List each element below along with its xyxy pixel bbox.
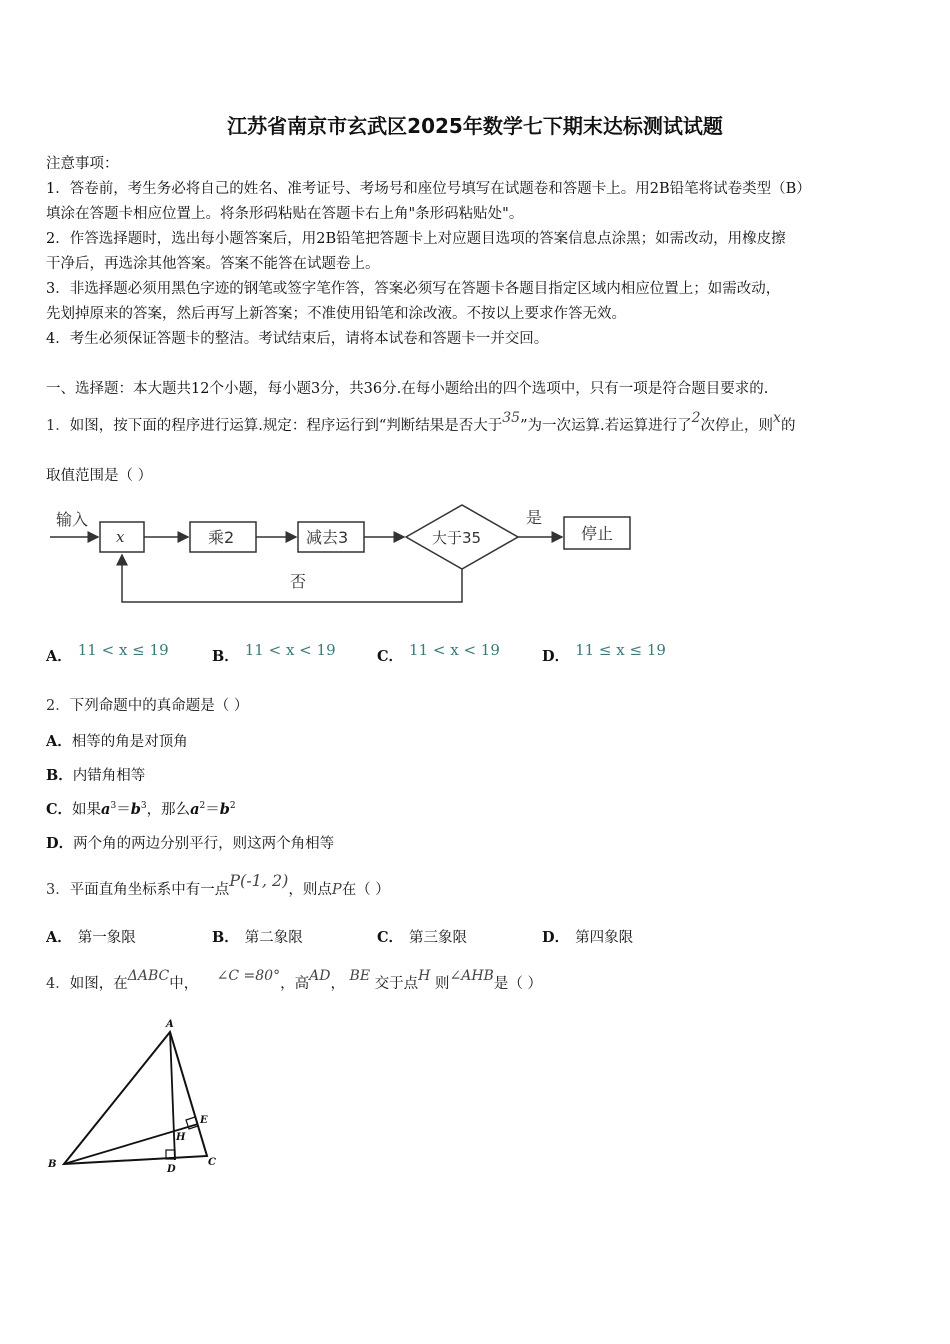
q1-option-b-math: 11 < x < 19 (244, 641, 336, 659)
q2-option-b-text: 内错角相等 (72, 768, 146, 784)
q1-option-c-math: 11 < x < 19 (409, 641, 500, 659)
q3-option-b-label: B． (212, 929, 239, 946)
q3-option-c[interactable] (377, 926, 467, 947)
q4-text-b: 中， (169, 976, 199, 992)
q3-option-a-text: 第一象限 (77, 930, 136, 946)
q4-text-e: 交于点 (374, 976, 419, 992)
q3-option-a[interactable] (46, 926, 136, 947)
question-2-number: 2． (46, 698, 70, 714)
page-title: 江苏省南京市玄武区2025年数学七下期末达标测试试题 (227, 114, 723, 138)
q2-option-c[interactable]: C．如果$a^3=b^3$，那么$a^2=b^2$ (46, 801, 236, 818)
q3-option-c-label: C． (377, 929, 404, 946)
q3-option-b[interactable] (212, 926, 303, 947)
q3-option-d-label: D． (542, 929, 570, 946)
q1-text-b: ”为一次运算.若运算进行了 (520, 418, 692, 434)
q2-option-a-text: 相等的角是对顶角 (71, 734, 188, 750)
flow-yes-label: 是 (526, 508, 543, 527)
question-1-line-1 (46, 410, 796, 435)
q2-option-b-label: B． (46, 767, 73, 784)
q2-option-d[interactable] (46, 832, 334, 853)
q1-option-d-math: 11 ≤ x ≤ 19 (575, 641, 666, 659)
triangle-figure (40, 1010, 240, 1180)
question-3-number: 3． (46, 882, 70, 898)
q1-text-d: 的 (780, 418, 796, 434)
notes-line-2: 填涂在答题卡相应位置上。将条形码粘贴在答题卡右上角"条形码粘贴处"。 (46, 206, 524, 222)
q2-option-d-text: 两个角的两边分别平行，则这两个角相等 (73, 836, 335, 852)
q3-math-p: P (331, 882, 342, 898)
q4-math-triangle: ΔABC (127, 968, 170, 984)
notes-line-6: 先划掉原来的答案，然后再写上新答案；不准使用铅笔和涂改液。不按以上要求作答无效。 (46, 306, 626, 322)
label-h: H (176, 1132, 186, 1143)
q2-option-c-pre: 如果 (72, 802, 102, 818)
q2-option-a-label: A． (46, 733, 72, 750)
notes-line-1: 1．答卷前，考生务必将自己的姓名、准考证号、考场号和座位号填写在试题卷和答题卡上。用2B铅笔将试卷类型（B） (46, 181, 811, 197)
q1-option-a-label: A． (46, 648, 72, 665)
q3-text-c: 在（ ） (341, 882, 390, 898)
label-b: B (48, 1159, 57, 1170)
q1-option-a[interactable] (46, 641, 169, 666)
question-4-number: 4． (46, 976, 70, 992)
q1-math-35: 35 (502, 410, 521, 426)
q1-option-d[interactable] (542, 641, 666, 666)
section-heading: 一、选择题：本大题共12个小题，每小题3分，共36分.在每小题给出的四个选项中，只有一项是符合题目要求的. (46, 381, 769, 397)
flow-box-x-text: x (116, 528, 125, 546)
q3-option-d-text: 第四象限 (575, 930, 634, 946)
flow-box-multiply-text: 乘2 (208, 528, 235, 547)
q4-text-a: 如图，在 (69, 976, 128, 992)
flow-diamond-text: 大于35 (432, 529, 482, 547)
q1-math-x: x (773, 410, 781, 426)
q2-option-a[interactable] (46, 730, 188, 751)
q3-option-d[interactable] (542, 926, 633, 947)
q3-text-b: ，则点 (288, 882, 332, 898)
q2-option-c-mid: ，那么 (146, 802, 191, 818)
triangle-abc (64, 1032, 207, 1164)
question-1-line-2: 取值范围是（ ） (46, 468, 153, 484)
flow-no-label: 否 (290, 572, 307, 591)
q2-option-d-label: D． (46, 835, 74, 852)
q3-math-point: P(-1, 2) (229, 871, 289, 890)
q3-text-a: 平面直角坐标系中有一点 (69, 882, 230, 898)
notes-line-7: 4．考生必须保证答题卡的整洁。考试结束后，请将本试卷和答题卡一并交回。 (46, 331, 549, 347)
notes-line-5: 3．非选择题必须用黑色字迹的钢笔或签字笔作答，答案必须写在答题卡各题目指定区域内相应位置上；如需改动， (46, 281, 781, 297)
q4-text-g: 是（ ） (493, 976, 542, 992)
q1-option-d-label: D． (542, 648, 570, 665)
q1-option-a-math: 11 < x ≤ 19 (77, 641, 169, 659)
notes-heading: 注意事项： (46, 156, 119, 172)
label-e: E (200, 1115, 208, 1126)
q1-option-c[interactable] (377, 641, 500, 666)
q4-math-be: BE (349, 968, 371, 984)
altitude-ad (170, 1032, 175, 1160)
q4-math-angle-c: ∠C =80° (216, 968, 281, 984)
label-c: C (208, 1157, 216, 1168)
q1-text-a: 如图，按下面的程序进行运算.规定：程序运行到“判断结果是否大于 (69, 418, 503, 434)
q1-option-b[interactable] (212, 641, 336, 666)
q1-option-b-label: B． (212, 648, 239, 665)
q4-text-f: 则 (435, 976, 450, 992)
flow-input-label: 输入 (56, 510, 89, 529)
question-2 (46, 694, 248, 715)
q3-option-a-label: A． (46, 929, 72, 946)
question-1-number: 1． (46, 418, 70, 434)
flowchart-figure (40, 495, 660, 615)
q2-option-b[interactable] (46, 764, 145, 785)
question-4 (46, 968, 542, 993)
q3-option-c-text: 第三象限 (409, 930, 468, 946)
label-a: A (166, 1019, 174, 1030)
q4-text-c: ，高 (280, 976, 310, 992)
q4-math-angle-ahb: ∠AHB (449, 968, 494, 984)
q1-math-2: 2 (691, 410, 701, 426)
label-d: D (167, 1164, 176, 1175)
notes-line-3: 2．作答选择题时，选出每小题答案后，用2B铅笔把答题卡上对应题目选项的答案信息点涂黑；如需改动，用橡皮擦 (46, 231, 786, 247)
q3-option-b-text: 第二象限 (244, 930, 303, 946)
notes-line-4: 干净后，再选涂其他答案。答案不能答在试题卷上。 (46, 256, 380, 272)
q1-option-c-label: C． (377, 648, 404, 665)
question-2-text: 下列命题中的真命题是（ ） (69, 698, 249, 714)
question-3 (46, 871, 390, 899)
q4-math-h: H (418, 968, 431, 984)
q2-option-c-a1: a (101, 801, 111, 818)
flow-box-subtract-text: 减去3 (306, 528, 349, 547)
q1-text-c: 次停止，则 (700, 418, 774, 434)
q4-text-d: ， (330, 976, 345, 992)
q2-option-c-label: C． (46, 801, 73, 818)
flow-box-stop-text: 停止 (581, 524, 614, 543)
q4-math-ad: AD (309, 968, 331, 984)
